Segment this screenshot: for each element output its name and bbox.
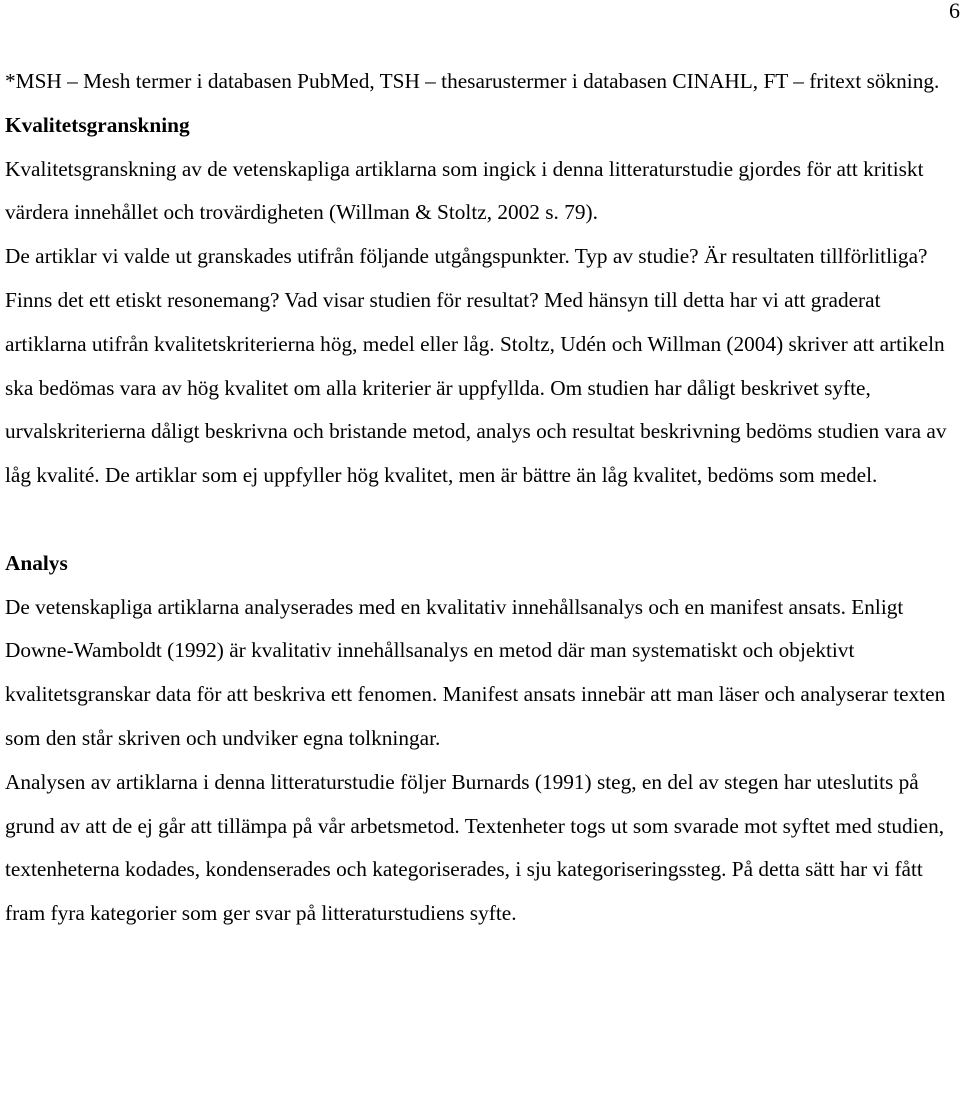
section-heading-kvalitetsgranskning: Kvalitetsgranskning (5, 112, 190, 137)
paragraph-quality-body (5, 235, 957, 498)
document-body (5, 60, 957, 936)
paragraph-analysis-method: De vetenskapliga artiklarna analyserades med en kvalitativ innehållsanalys och en manifest ansats. Enligt Downe-Wamboldt (1992) är kvalitativ innehållsanalys en metod där man systematiskt och objektivt kvalitetsgranskar data för att beskriva ett fenomen. Manifest ansats innebär att man läser och analyserar texten som den står skriven och undviker egna tolkningar. (5, 594, 946, 750)
section-spacer (5, 498, 957, 542)
quality-criteria-text: De artiklar vi valde ut granskades utifrån följande utgångspunkter. Typ av studie? Är resultaten tillförlitliga? Finns det ett etiskt resonemang? Vad visar studien för resultat? Med hänsyn till detta har vi att graderat artiklarna utifrån kvalitetskriterierna hög, medel eller låg. Stoltz, Udén och Willman (2004) skriver att artikeln ska bedömas vara av hög kvalitet om alla kriterier är uppfyllda. (5, 244, 945, 400)
paragraph-quality-intro: Kvalitetsgranskning av de vetenskapliga artiklarna som ingick i denna litteraturstudie gjordes för att kritiskt värdera innehållet och trovärdigheten (Willman & Stoltz, 2002 s. 79). (5, 156, 924, 225)
footnote: *MSH – Mesh termer i databasen PubMed, TSH – thesarustermer i databasen CINAHL, FT – fritext sökning. (5, 69, 940, 93)
page-number: 6 (949, 0, 960, 23)
paragraph-analysis-steps: Analysen av artiklarna i denna litteraturstudie följer Burnards (1991) steg, en del av stegen har uteslutits på grund av att de ej går att tillämpa på vår arbetsmetod. Textenheter togs ut som svarade mot syftet med studien, textenheterna kodades, kondenserades och kategoriserades, i sju kategoriseringssteg. På detta sätt har vi fått fram fyra kategorier som ger svar på litteraturstudiens syfte. (5, 769, 945, 926)
quality-grading-text: Om studien har dåligt beskrivet syfte, urvalskriterierna dåligt beskrivna och bristande metod, analys och resultat beskrivning bedöms studien vara av låg kvalité. De artiklar som ej uppfyller hög kvalitet, men är bättre än låg kvalitet, bedöms som medel. (5, 375, 947, 488)
section-heading-analys: Analys (5, 550, 68, 575)
